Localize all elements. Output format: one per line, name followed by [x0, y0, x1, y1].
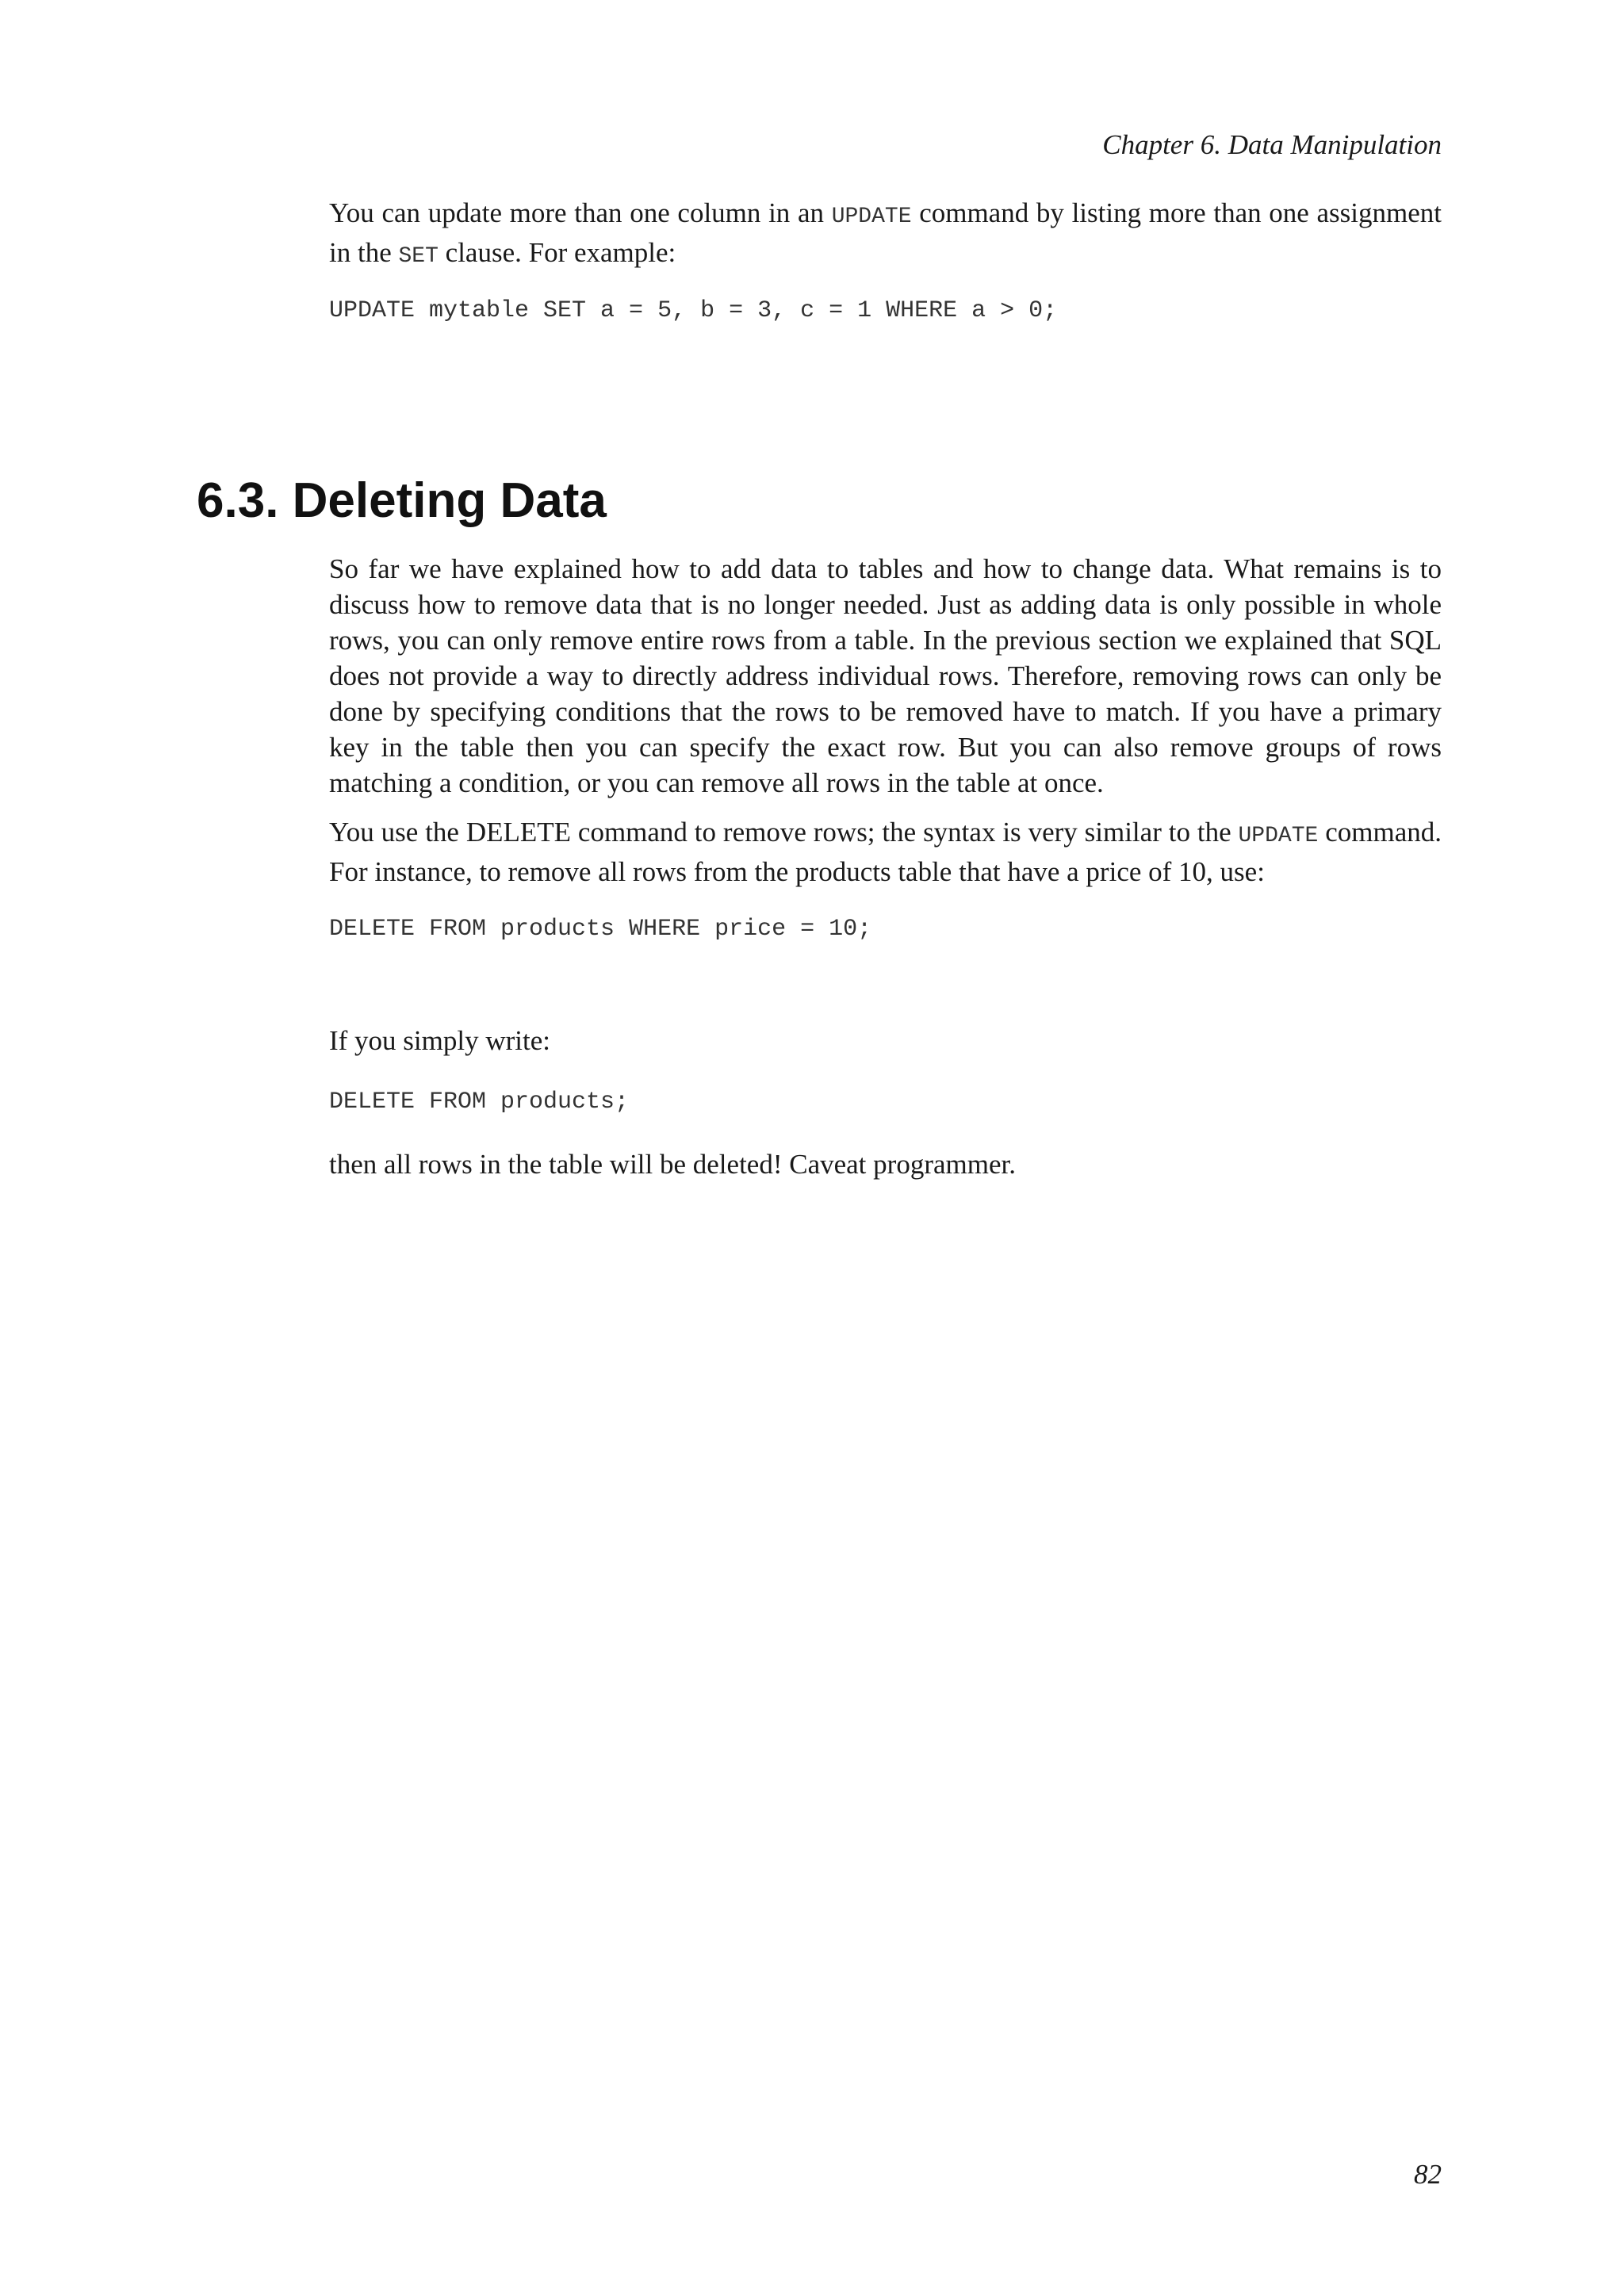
code-example-delete-all: DELETE FROM products;	[329, 1089, 630, 1115]
section-title: 6.3. Deleting Data	[197, 473, 607, 528]
intro-text-3: clause. For example:	[438, 237, 676, 268]
inline-code-update-2: UPDATE	[1238, 824, 1319, 848]
simply-write-block	[329, 1023, 1442, 1058]
delete-text-2: command. For instance, to remove all rows from the products table that have a price of 10, use:	[329, 817, 1442, 887]
page-number: 82	[1414, 2159, 1442, 2190]
inline-code-set: SET	[398, 244, 439, 269]
paragraph-deleting-intro: So far we have explained how to add data to tables and how to change data. What remains is to discuss how to remove data that is no longer needed. Just as adding data is only possible in whole rows, you can only remove entire rows from a table. In the previous section we explained that SQL does not provide a way to directly address individual rows. Therefore, removing rows can only be done by specifying conditions that the rows to be removed have to match. If you have a primary key in the table then you can specify the exact row. But you can also remove groups of rows matching a condition, or you can remove all rows in the table at once.	[329, 553, 1442, 798]
caveat-block	[329, 1146, 1442, 1182]
inline-code-update: UPDATE	[831, 205, 912, 229]
paragraph-simply-write: If you simply write:	[329, 1025, 550, 1056]
intro-text-2: command by listing more than one assignment in the	[329, 197, 1442, 268]
paragraph-caveat: then all rows in the table will be deleted! Caveat programmer.	[329, 1149, 1016, 1180]
paragraph-delete-command	[329, 814, 1442, 890]
delete-text-1: You use the DELETE command to remove rows; the syntax is very similar to the	[329, 817, 1239, 848]
code-example-update: UPDATE mytable SET a = 5, b = 3, c = 1 WHERE a > 0;	[329, 297, 1058, 324]
running-header: Chapter 6. Data Manipulation	[1102, 129, 1442, 160]
intro-paragraph	[329, 195, 1442, 274]
code-example-delete-where: DELETE FROM products WHERE price = 10;	[329, 916, 872, 943]
section-body	[329, 551, 1442, 890]
intro-text-1: You can update more than one column in an	[329, 197, 832, 228]
intro-paragraph-block	[329, 195, 1442, 274]
